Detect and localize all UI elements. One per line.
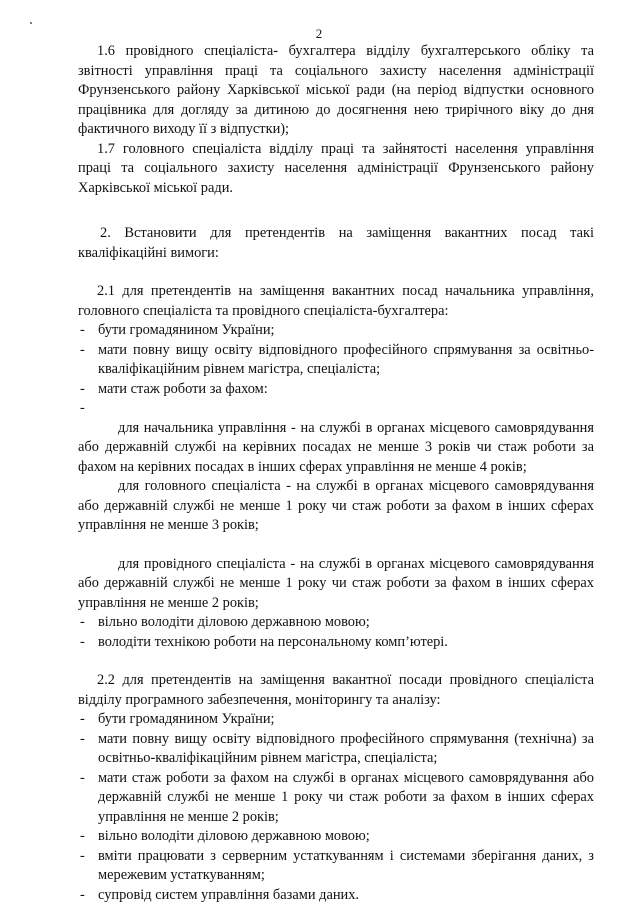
experience-leading-specialist: для провідного спеціаліста - на службі в органах місцевого самоврядування або державній службі не менше 1 року чи стаж роботи за фахом в інших сферах управління не менше 2 років; [78, 555, 594, 614]
section-2-heading: 2. Встановити для претендентів на заміщення вакантних посад такі кваліфікаційні вимоги: [78, 224, 594, 263]
requirements-list-2-1 [78, 321, 594, 419]
list-item: - бути громадянином України; [78, 710, 594, 730]
requirements-list-2-2 [78, 710, 594, 905]
subsection-2-1-intro: 2.1 для претендентів на заміщення вакантних посад начальника управління, головного спеціаліста та провідного спеціаліста-бухгалтера: [78, 282, 594, 321]
experience-head: для начальника управління - на службі в органах місцевого самоврядування або державній службі на керівних посадах не менше 3 років чи стаж роботи за фахом на керівних посадах в інших сферах управління не менше 4 років; [78, 419, 594, 478]
list-item: - мати повну вищу освіту відповідного професійного спрямування за освітньо-кваліфікаційним рівнем магістра, спеціаліста; [78, 341, 594, 380]
item-1-6: 1.6 провідного спеціаліста- бухгалтера відділу бухгалтерського обліку та звітності управління праці та соціального захисту населення адміністрації Фрунзенського району Харківської міської ради (на період відпустки основного працівника для догляду за дитиною до досягнення нею трирічного віку до дня фактичного виходу її з відпустки); [78, 42, 594, 140]
list-item: - бути громадянином України; [78, 321, 594, 341]
page-number: 2 [0, 26, 638, 42]
list-item: - володіти технікою роботи на персональному комп’ютері. [78, 633, 594, 653]
list-item: - вільно володіти діловою державною мовою; [78, 613, 594, 633]
list-item-empty [78, 399, 594, 419]
list-item: - мати стаж роботи за фахом: [78, 380, 594, 400]
list-item: - супровід систем управління базами даних. [78, 886, 594, 905]
document-body [78, 42, 594, 905]
list-item: - вміти працювати з серверним устаткуванням і системами зберігання даних, з мережевим устаткуванням; [78, 847, 594, 886]
experience-chief-specialist: для головного спеціаліста - на службі в органах місцевого самоврядування або державній службі не менше 1 року чи стаж роботи за фахом в інших сферах управління не менше 3 років; [78, 477, 594, 536]
item-1-7: 1.7 головного спеціаліста відділу праці та зайнятості населення управління праці та соціального захисту населення адміністрації Фрунзенського району Харківської міської ради. [78, 140, 594, 199]
list-item: - мати повну вищу освіту відповідного професійного спрямування (технічна) за освітньо-кваліфікаційним рівнем магістра, спеціаліста; [78, 730, 594, 769]
list-item: - вільно володіти діловою державною мовою; [78, 827, 594, 847]
scan-speck [30, 22, 32, 24]
list-item: - мати стаж роботи за фахом на службі в органах місцевого самоврядування або державній службі не менше 1 року чи стаж роботи за фахом в інших сферах управління не менше 2 років; [78, 769, 594, 828]
subsection-2-2-intro: 2.2 для претендентів на заміщення вакантної посади провідного спеціаліста відділу програмного забезпечення, моніторингу та аналізу: [78, 671, 594, 710]
requirements-list-2-1-extra [78, 613, 594, 652]
